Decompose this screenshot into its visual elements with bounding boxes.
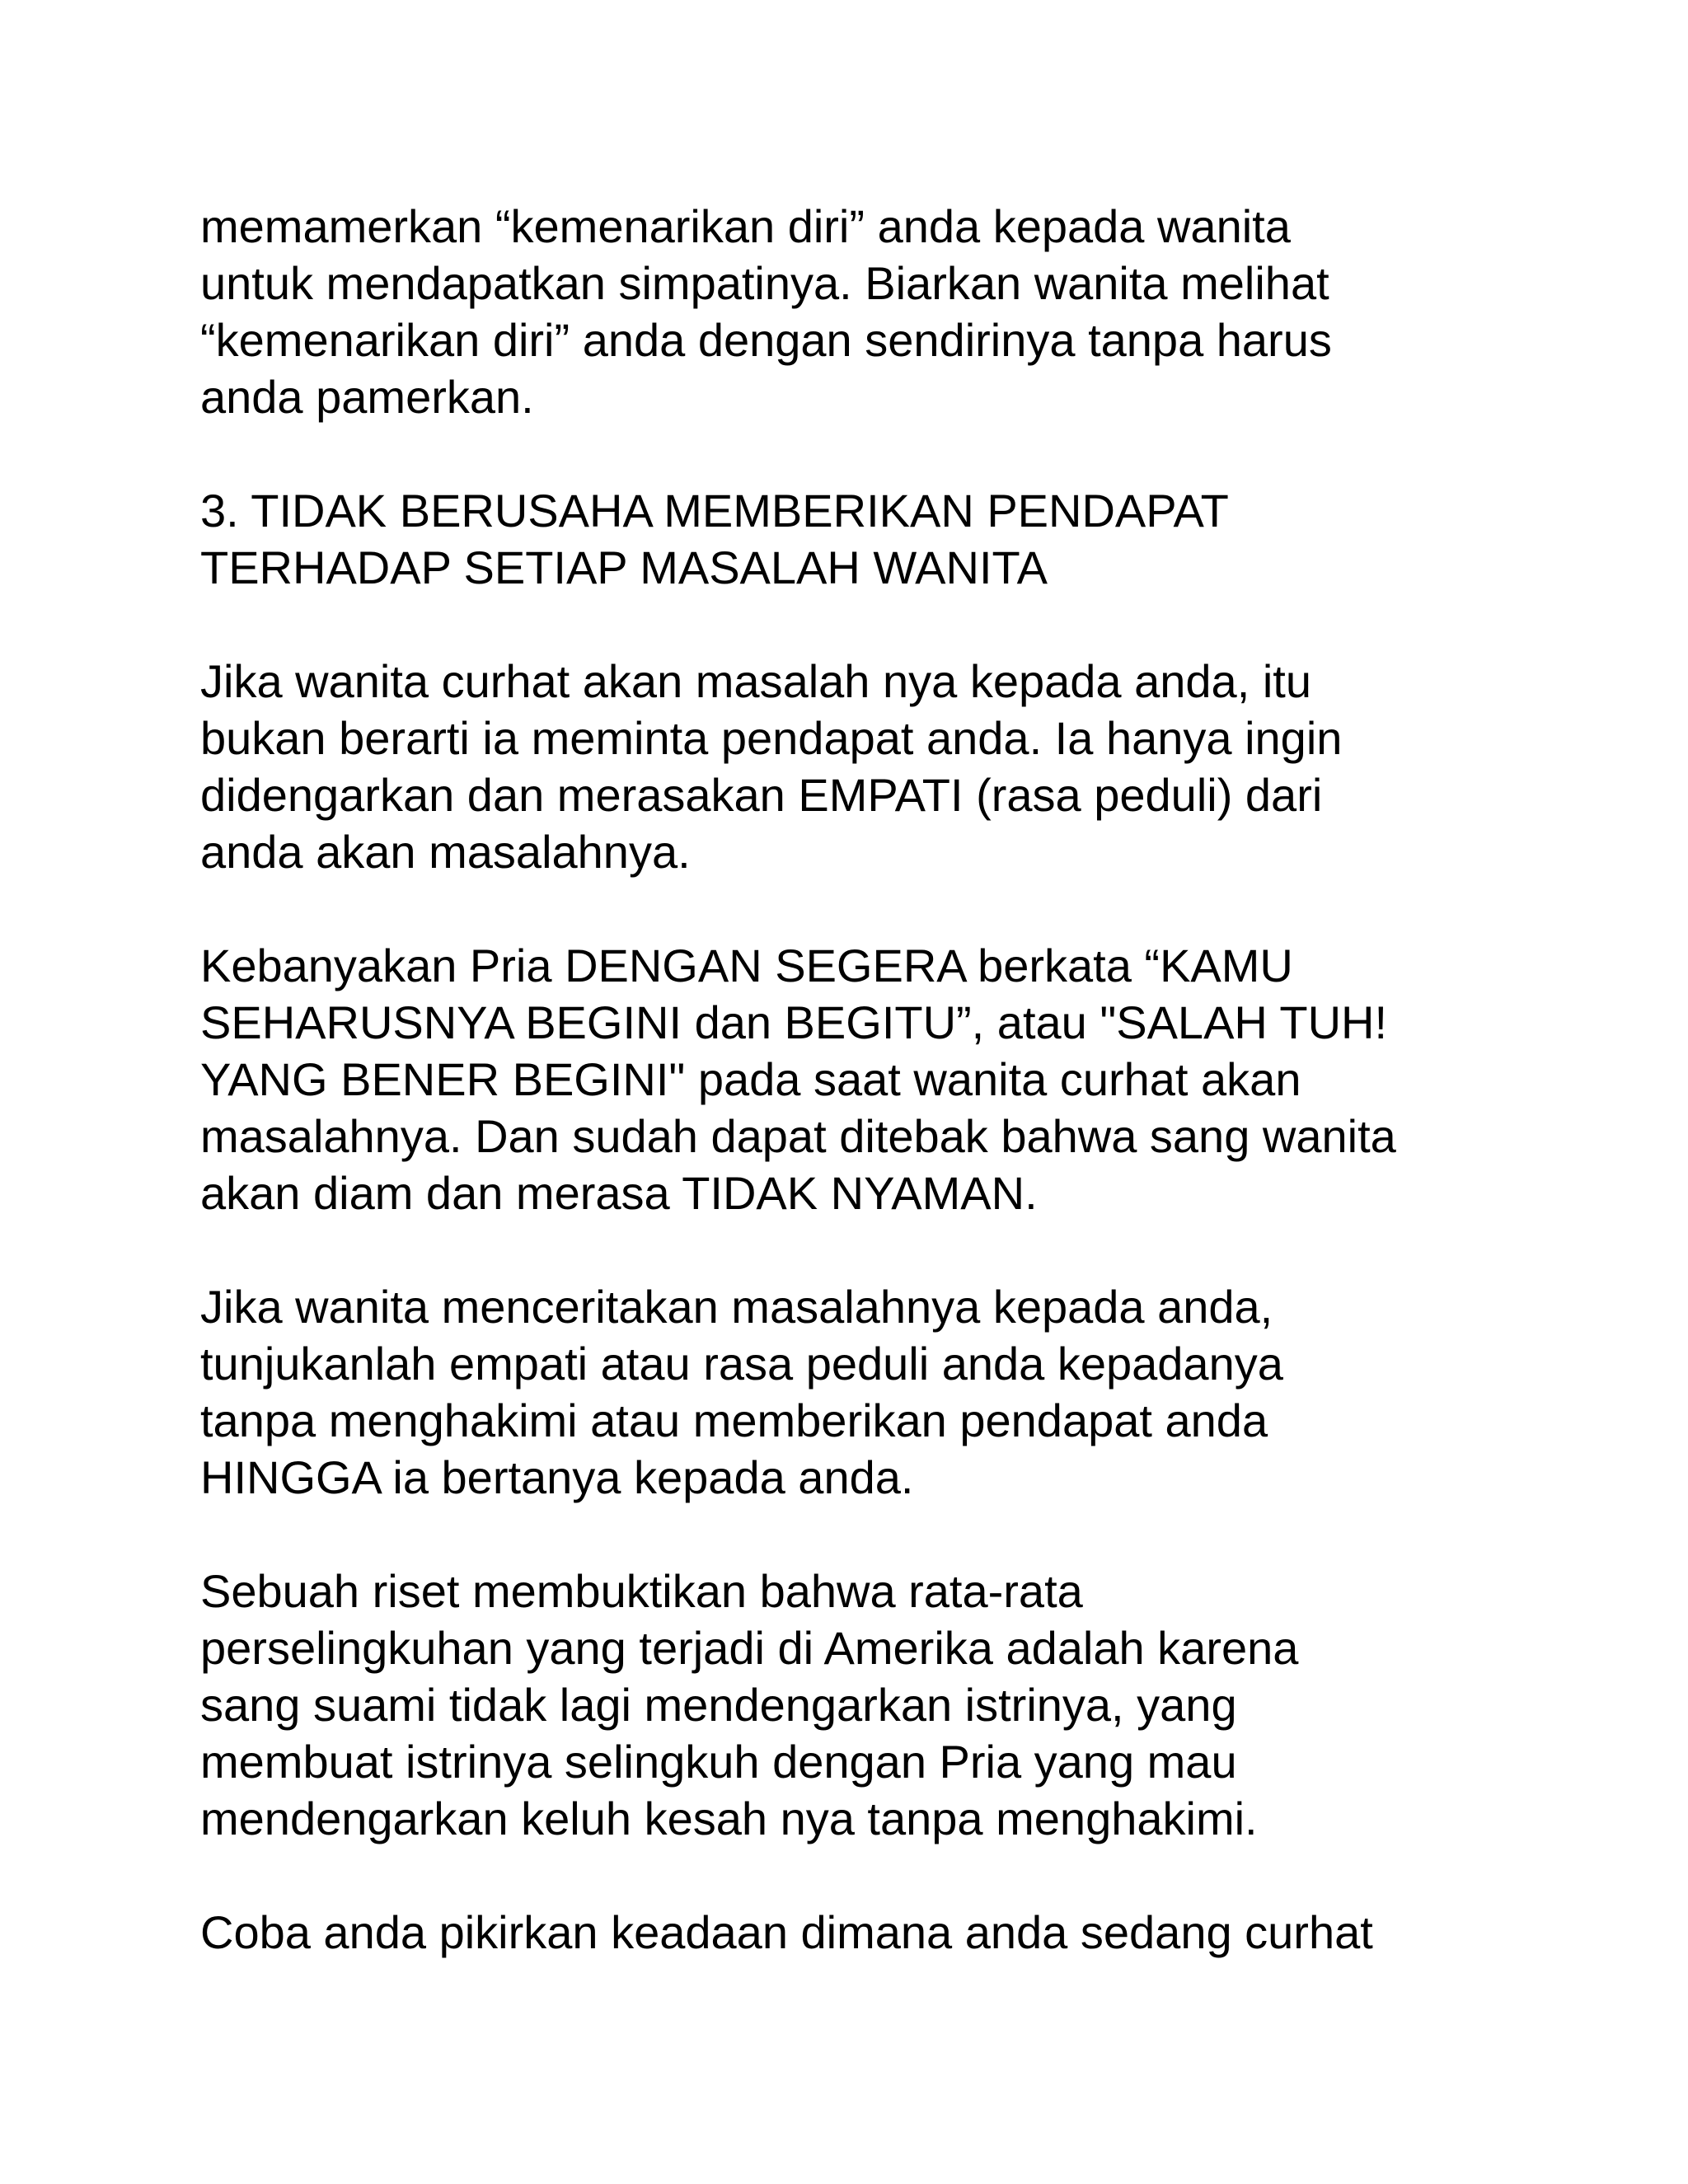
section-heading xyxy=(200,482,1552,596)
text-line: anda pamerkan. xyxy=(200,371,534,423)
paragraph-gap xyxy=(200,1506,1552,1563)
text-line: Jika wanita curhat akan masalah nya kepada anda, itu xyxy=(200,655,1311,707)
text-line: Coba anda pikirkan keadaan dimana anda sedang curhat xyxy=(200,1906,1373,1958)
heading-line: 3. TIDAK BERUSAHA MEMBERIKAN PENDAPAT xyxy=(200,485,1229,537)
paragraph-gap xyxy=(200,880,1552,937)
text-line: bukan berarti ia meminta pendapat anda. Ia hanya ingin xyxy=(200,712,1343,764)
text-line: didengarkan dan merasakan EMPATI (rasa peduli) dari xyxy=(200,769,1323,821)
paragraph-gap xyxy=(200,596,1552,653)
text-line: tunjukanlah empati atau rasa peduli anda kepadanya xyxy=(200,1338,1283,1390)
text-line: mendengarkan keluh kesah nya tanpa menghakimi. xyxy=(200,1793,1258,1844)
text-line: memamerkan “kemenarikan diri” anda kepada wanita xyxy=(200,200,1291,252)
paragraph-gap xyxy=(200,425,1552,482)
text-line: Kebanyakan Pria DENGAN SEGERA berkata “KAMU xyxy=(200,940,1293,991)
text-line: anda akan masalahnya. xyxy=(200,826,691,878)
heading-line: TERHADAP SETIAP MASALAH WANITA xyxy=(200,541,1048,593)
paragraph-kebanyakan xyxy=(200,937,1552,1221)
text-line: “kemenarikan diri” anda dengan sendirinya tanpa harus xyxy=(200,314,1332,366)
text-line: Jika wanita menceritakan masalahnya kepada anda, xyxy=(200,1281,1273,1333)
paragraph-curhat xyxy=(200,653,1552,880)
paragraph-intro xyxy=(200,198,1552,425)
text-line: tanpa menghakimi atau memberikan pendapat anda xyxy=(200,1394,1268,1446)
text-line: perselingkuhan yang terjadi di Amerika adalah karena xyxy=(200,1622,1299,1674)
text-line: sang suami tidak lagi mendengarkan istrinya, yang xyxy=(200,1679,1237,1731)
text-line: HINGGA ia bertanya kepada anda. xyxy=(200,1451,914,1503)
document-body xyxy=(200,198,1552,1961)
paragraph-gap xyxy=(200,1847,1552,1904)
paragraph-coba xyxy=(200,1904,1552,1961)
paragraph-riset xyxy=(200,1563,1552,1847)
text-line: SEHARUSNYA BEGINI dan BEGITU”, atau "SALAH TUH! xyxy=(200,996,1388,1048)
paragraph-empati xyxy=(200,1278,1552,1506)
paragraph-gap xyxy=(200,1221,1552,1278)
text-line: YANG BENER BEGINI" pada saat wanita curhat akan xyxy=(200,1053,1301,1105)
text-line: untuk mendapatkan simpatinya. Biarkan wanita melihat xyxy=(200,257,1329,309)
text-line: masalahnya. Dan sudah dapat ditebak bahwa sang wanita xyxy=(200,1110,1396,1162)
text-line: membuat istrinya selingkuh dengan Pria yang mau xyxy=(200,1736,1237,1788)
text-line: akan diam dan merasa TIDAK NYAMAN. xyxy=(200,1167,1038,1219)
text-line: Sebuah riset membuktikan bahwa rata-rata xyxy=(200,1565,1083,1617)
